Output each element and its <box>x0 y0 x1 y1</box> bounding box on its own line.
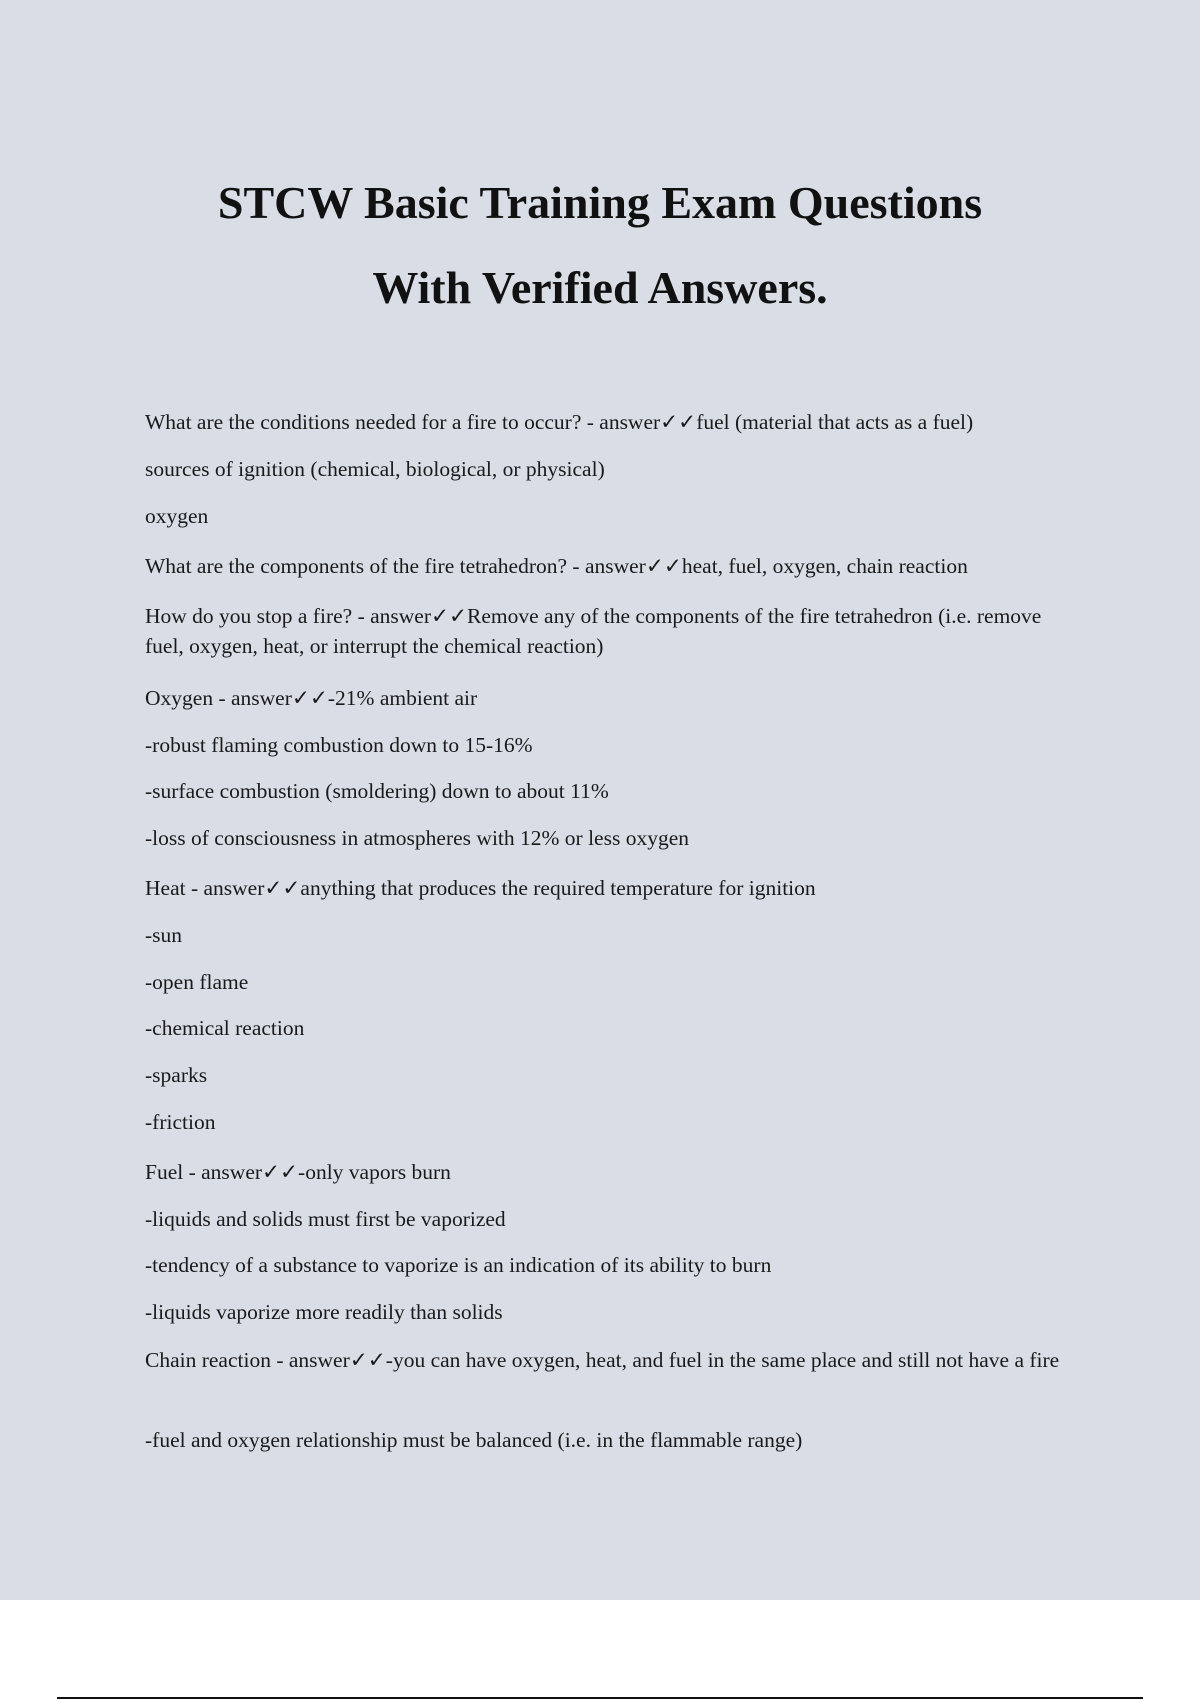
question-chain-reaction: Chain reaction - answer✓✓-you can have oxygen, heat, and fuel in the same place and still not have a fire <box>145 1348 1060 1372</box>
answer-line: -friction <box>145 1110 216 1134</box>
question-conditions-fire: What are the conditions needed for a fire to occur? - answer✓✓fuel (material that acts as a fuel) <box>145 410 974 434</box>
answer-line: -sun <box>145 923 183 947</box>
answer-line: -robust flaming combustion down to 15-16% <box>145 733 533 757</box>
answer-line: -sparks <box>145 1063 208 1087</box>
footer-divider <box>57 1697 1143 1699</box>
question-fire-tetrahedron: What are the components of the fire tetrahedron? - answer✓✓heat, fuel, oxygen, chain reaction <box>145 554 968 578</box>
title-line-1: STCW Basic Training Exam Questions <box>217 177 983 228</box>
answer-line: -liquids vaporize more readily than solids <box>145 1300 503 1324</box>
answer-line: -open flame <box>145 970 249 994</box>
answer-line: sources of ignition (chemical, biological, or physical) <box>145 457 605 481</box>
answer-line: -loss of consciousness in atmospheres with 12% or less oxygen <box>145 826 689 850</box>
title-line-2: With Verified Answers. <box>372 262 828 313</box>
document-title <box>0 160 1200 330</box>
answer-line: -surface combustion (smoldering) down to about 11% <box>145 779 609 803</box>
question-oxygen: Oxygen - answer✓✓-21% ambient air <box>145 686 478 710</box>
question-fuel: Fuel - answer✓✓-only vapors burn <box>145 1160 451 1184</box>
answer-line: -tendency of a substance to vaporize is an indication of its ability to burn <box>145 1253 772 1277</box>
answer-line: -chemical reaction <box>145 1016 305 1040</box>
answer-line: -liquids and solids must first be vaporized <box>145 1207 506 1231</box>
answer-line: -fuel and oxygen relationship must be balanced (i.e. in the flammable range) <box>145 1428 803 1452</box>
question-stop-fire: How do you stop a fire? - answer✓✓Remove any of the components of the fire tetrahedron (i.e. remove fuel, oxygen, heat, or interrupt the chemical reaction) <box>145 604 1042 658</box>
answer-line: oxygen <box>145 504 209 528</box>
question-heat: Heat - answer✓✓anything that produces the required temperature for ignition <box>145 876 816 900</box>
